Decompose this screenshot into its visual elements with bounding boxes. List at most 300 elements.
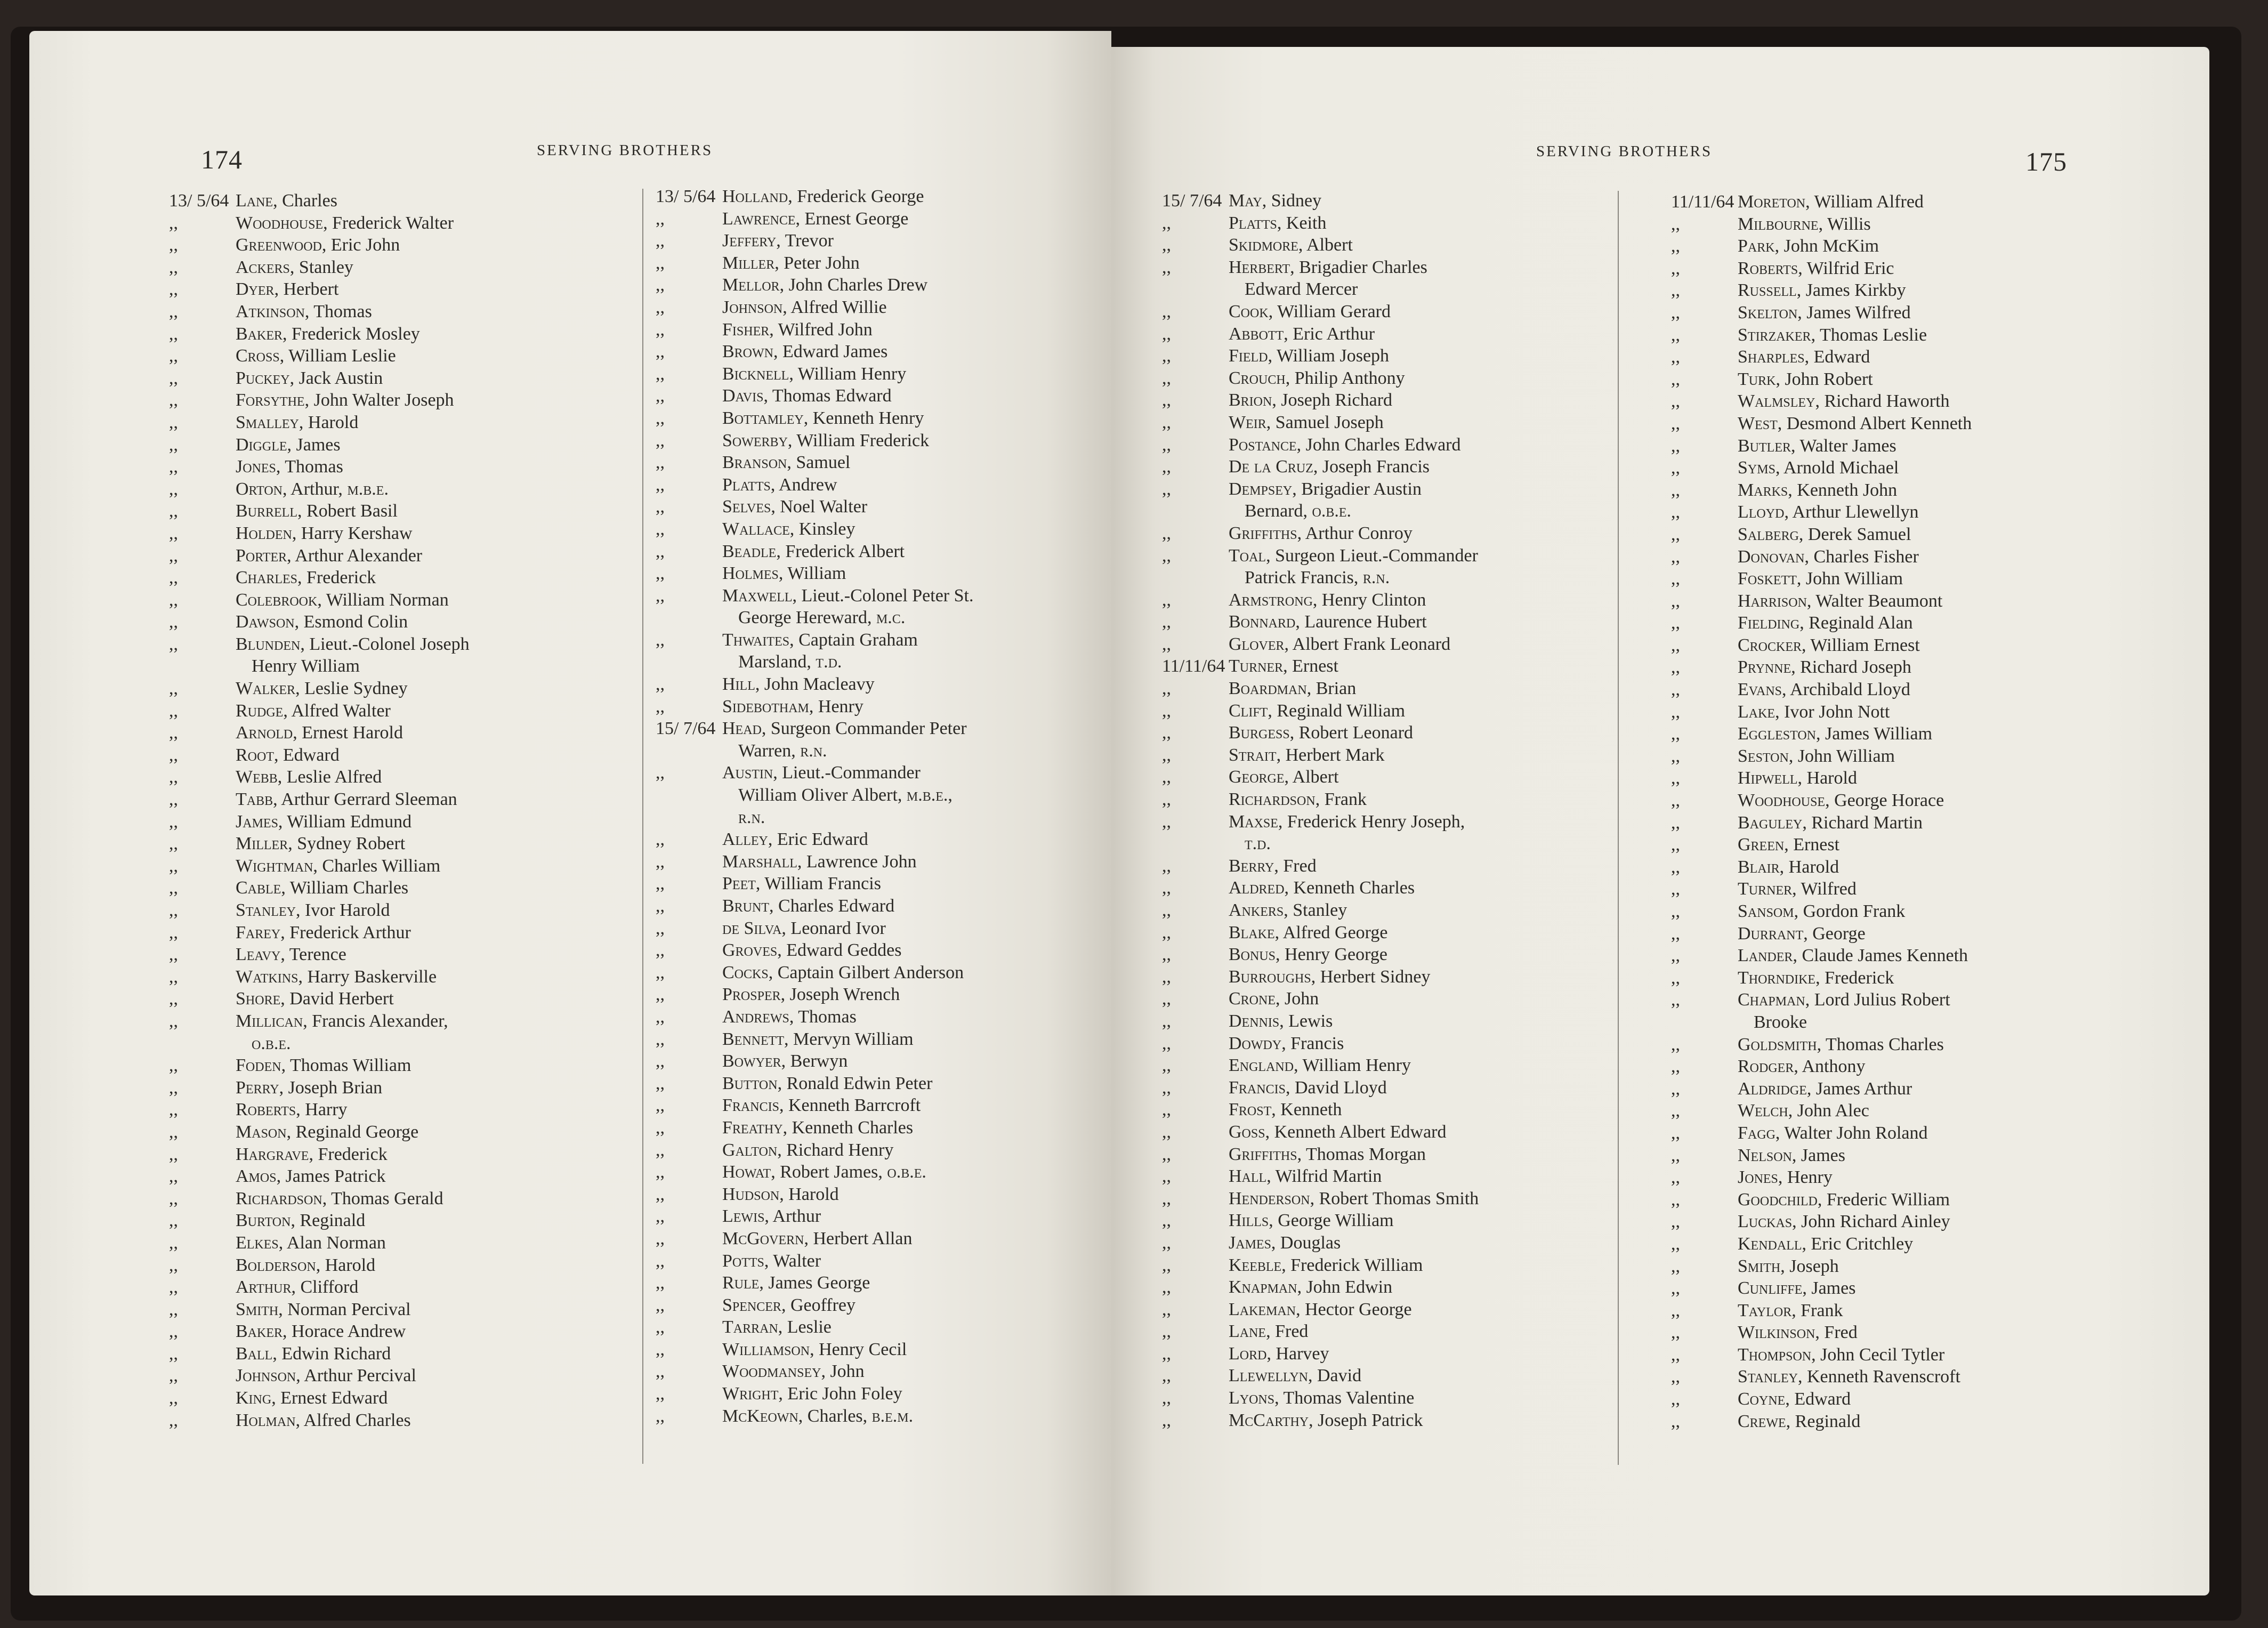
surname: Toal [1229,545,1266,566]
entry-date: ,, [169,1232,178,1253]
list-item [1671,213,1972,236]
surname: Baker [236,1321,283,1342]
given-names: , Reginald Alan [1799,613,1913,633]
entry-date: ,, [1671,480,1680,500]
entry-date: ,, [169,1388,178,1408]
list-item [1162,633,1479,656]
entry-date: ,, [169,257,178,277]
entry-date: ,, [169,700,178,721]
entry-date: ,, [656,519,665,539]
entry-name [1229,722,1413,744]
list-item [1671,1211,1972,1233]
entry-name [1229,833,1271,855]
postnominal: o.b.e. [1312,501,1352,521]
entry-date: ,, [1671,436,1680,456]
given-names: , Harold [1797,768,1857,788]
list-item [656,1050,973,1073]
given-names: , Claude James Kenneth [1793,946,1968,966]
given-names: , Eric John [321,235,400,255]
list-item [169,1010,470,1033]
entry-date: ,, [1671,458,1680,478]
entry-name [722,851,917,873]
given-names: , Frederick [1815,968,1894,988]
given-names: , Frank [1791,1300,1843,1320]
entry-name [236,1343,391,1365]
list-item [1671,878,1972,900]
given-names: Edward Mercer [1245,279,1358,300]
given-names: , Harry [296,1100,348,1120]
surname: Peet [722,874,756,894]
entry-name [722,1294,855,1317]
list-item [1162,434,1479,456]
page-number: 175 [2025,147,2067,176]
entry-date: ,, [169,966,178,987]
list-item [1671,590,1972,612]
given-names: , Frederick Albert [776,541,905,561]
given-names: , Kenneth John [1788,480,1898,500]
entry-date: ,, [1162,523,1171,543]
entry-date: ,, [169,1188,178,1208]
list-item [1671,1100,1972,1122]
list-item [1671,413,1972,435]
entry-name [1738,679,1910,701]
list-item [1671,1189,1972,1211]
surname: Donovan [1738,546,1805,567]
given-names: , Gordon Frank [1794,901,1906,921]
list-item [656,1339,973,1361]
entry-date: ,, [1671,1256,1680,1276]
entry-date: 15/ 7/64 [656,719,716,739]
given-names: , Henry [809,696,863,716]
surname: Thwaites [722,630,790,650]
given-names: , Douglas [1271,1232,1341,1253]
list-item [169,589,470,611]
surname: Platts [722,474,771,495]
entry-name [722,962,964,984]
surname: Prynne [1738,657,1791,678]
list-item [1162,1387,1479,1409]
given-names: , John Edwin [1297,1277,1393,1297]
entry-date: ,, [1162,368,1171,388]
list-item [169,190,470,212]
given-names: , Frederick Walter [323,213,454,233]
entry-name [1738,1166,1833,1189]
surname: Potts [722,1251,764,1271]
surname: Weir [1229,412,1266,432]
list-item [656,1094,973,1117]
surname: Glover [1229,634,1285,654]
given-names: , Herbert Sidney [1311,966,1431,987]
entry-date: ,, [656,874,665,894]
given-names: , Harry Kershaw [292,523,413,543]
given-names: , Edward James [773,342,888,362]
list-item [1671,967,1972,989]
surname: Williamson [722,1339,810,1359]
entry-name [722,1073,932,1095]
list-item [656,452,973,474]
surname: Burroughs [1229,966,1311,987]
given-names: Warren, [738,740,801,761]
list-item [656,851,973,873]
surname: Jones [236,457,276,477]
entry-date: ,, [1671,1167,1680,1188]
given-names: , John [821,1361,865,1382]
entry-name [722,1117,913,1139]
given-names: , William Charles [281,878,409,898]
given-names: , James [1791,1145,1845,1165]
surname: Marks [1738,480,1788,500]
list-item [1162,877,1479,899]
entry-date: 15/ 7/64 [1162,191,1222,211]
entry-date: ,, [656,1006,665,1027]
entry-date: ,, [656,985,665,1005]
surname: Crewe [1738,1411,1786,1431]
surname: Colebrook [236,590,318,610]
entry-date: 11/11/64 [1671,192,1734,212]
entry-name [1229,1320,1308,1343]
given-names: , Ernest Edward [271,1388,388,1408]
given-names: , Frederick George [788,187,924,206]
surname: Holden [236,523,292,543]
given-names: , John Cecil Tytler [1811,1344,1945,1365]
list-item [1162,522,1479,545]
list-item [1162,190,1479,212]
entry-name [1738,789,1944,812]
given-names: , Thomas Charles [1817,1034,1944,1054]
surname: Burton [236,1211,291,1231]
given-names: , Thomas William [281,1055,411,1076]
surname: Sharples [1738,347,1805,367]
given-names: , Francis Alexander, [303,1011,448,1031]
entry-date: ,, [1671,546,1680,567]
list-item [656,718,973,740]
list-item [1162,478,1479,501]
entry-date: ,, [1671,302,1680,323]
list-item [169,1254,470,1277]
given-names: , Joseph Brian [279,1077,383,1098]
postnominal: m.c. [876,608,906,628]
entry-name [236,545,422,567]
entry-name [236,1188,443,1210]
entry-name [722,208,908,230]
entry-date: ,, [1671,214,1680,234]
entry-date: ,, [1671,1123,1680,1143]
given-names: , James William [1816,724,1933,744]
list-item [656,873,973,895]
surname: Aldred [1229,878,1285,898]
given-names: , Edwin Richard [272,1343,391,1364]
entry-date: ,, [656,342,665,362]
given-names: , Desmond Albert Kenneth [1777,413,1972,433]
entry-name [722,984,900,1006]
given-names: , Horace Andrew [283,1321,406,1342]
surname: Skidmore [1229,235,1298,255]
list-item [1162,855,1479,877]
entry-date: ,, [1162,789,1171,810]
surname: Green [1738,835,1785,855]
list-item [1671,634,1972,657]
given-names: , Joseph Richard [1272,390,1393,410]
given-names: , Wilfrid Eric [1798,258,1894,278]
list-item [1162,234,1479,256]
given-names: , Brian [1306,679,1357,699]
entry-name [236,722,403,744]
entry-name [1229,1077,1387,1099]
entry-date: ,, [1671,369,1680,389]
entry-date: ,, [656,851,665,872]
given-names: , William Henry [1294,1055,1411,1076]
surname: Crouch [1229,368,1286,388]
entry-date: ,, [169,811,178,832]
entry-date: ,, [1162,1055,1171,1076]
list-item [169,278,470,301]
entry-date [1162,833,1229,855]
entry-name [1738,1321,1858,1344]
entry-name [1229,788,1367,811]
entry-name [1229,700,1405,722]
entry-name [1229,367,1405,390]
list-item [1162,278,1479,301]
given-names: , David Herbert [280,989,394,1009]
entry-date: ,, [656,1273,665,1293]
list-item [656,1139,973,1162]
entry-date: ,, [169,568,178,588]
entry-name [722,740,827,762]
entry-date: ,, [1162,1144,1171,1164]
entry-date: ,, [1162,1343,1171,1364]
entry-date [656,651,722,673]
surname: Marshall [722,851,797,872]
entry-date: ,, [1671,502,1680,522]
given-names: , Peter John [774,253,860,273]
surname: Beadle [722,541,777,561]
entry-name [722,762,921,784]
entry-name [1229,1254,1423,1277]
given-names: , Stanley [1284,900,1347,920]
given-names: , Albert [1284,767,1339,787]
entry-name [722,585,973,607]
given-names: , Edward [274,745,340,765]
given-names: , Edward Geddes [777,940,902,961]
list-item [169,545,470,567]
surname: West [1738,413,1778,433]
entry-date: ,, [169,501,178,521]
postnominal: r.n. [738,807,765,827]
entry-name [1738,479,1897,502]
surname: Baguley [1738,812,1803,833]
surname: Postance [1229,434,1297,455]
entry-name [236,567,376,589]
entry-name [1229,899,1347,922]
entry-date: ,, [1162,257,1171,277]
surname: Evans [1738,680,1782,700]
entry-date: ,, [169,1055,178,1076]
given-names: , John Alec [1788,1101,1869,1121]
entry-name [722,252,860,275]
given-names: , John Robert [1775,369,1873,389]
entry-name [1738,457,1899,479]
list-item [1671,302,1972,324]
surname: Hall [1229,1166,1267,1187]
entry-date: ,, [1162,434,1171,455]
entry-name [722,541,905,563]
entry-name [1229,1121,1447,1143]
surname: Sowerby [722,430,788,450]
surname: Woodhouse [236,213,324,233]
list-item [1671,656,1972,679]
surname: Branson [722,453,787,473]
list-item [1162,256,1479,279]
entry-date: ,, [169,301,178,321]
given-names: , Ronald Edwin Peter [777,1073,933,1093]
surname: Mason [236,1122,287,1142]
entry-name [722,607,905,629]
surname: Blair [1738,857,1780,877]
list-item [656,784,973,807]
entry-name [722,296,887,319]
entry-name [1229,1165,1382,1188]
surname: Foskett [1738,569,1797,589]
list-item [169,700,470,722]
list-item [656,385,973,407]
entry-date: ,, [656,896,665,916]
given-names: , Lewis [1279,1011,1333,1031]
entry-date: ,, [1162,922,1171,942]
surname: Ball [236,1343,273,1364]
given-names: Patrick Francis, [1245,568,1363,588]
surname: Farey [236,922,281,942]
surname: Coyne [1738,1389,1786,1409]
given-names: , Kenneth Ravenscroft [1797,1367,1960,1387]
entry-date: ,, [1671,325,1680,345]
surname: Taylor [1738,1300,1792,1320]
entry-name [1738,568,1903,590]
entry-name [236,811,411,833]
entry-date: ,, [1671,613,1680,633]
surname: Lord [1229,1343,1267,1364]
surname: Howat [722,1162,771,1182]
entry-name [1738,324,1927,346]
entry-date: ,, [1671,857,1680,877]
entry-name [722,718,967,740]
surname: Lane [236,191,273,211]
entry-name [1229,1409,1423,1432]
entry-date: ,, [656,1029,665,1049]
given-names: , Kenneth Albert Edward [1265,1122,1447,1142]
list-item [169,833,470,855]
entry-name [1229,456,1430,478]
surname: Milbourne [1738,214,1819,234]
entry-date: ,, [1671,1212,1680,1232]
given-names: , Charles, [798,1406,872,1426]
entry-name [1229,744,1385,767]
entry-name [236,744,340,767]
surname: Boardman [1229,679,1307,699]
list-item [1162,988,1479,1010]
entry-name [236,500,398,522]
entry-name [722,651,842,673]
entry-date: ,, [656,208,665,229]
entry-name [236,190,337,212]
surname: Armstrong [1229,590,1313,610]
entry-date: ,, [1162,745,1171,765]
entry-date: ,, [1162,1077,1171,1098]
entry-name [1738,656,1911,679]
surname: Stanley [236,900,296,920]
given-names: , Wilfred John [769,319,873,340]
entry-name [1738,191,1924,213]
entry-name [1229,811,1465,833]
list-item [1671,1034,1972,1056]
surname: Atkinson [236,301,305,321]
surname: Watkins [236,966,298,987]
surname: Hipwell [1738,768,1798,788]
surname: Andrews [722,1006,789,1027]
surname: Nelson [1738,1145,1792,1165]
entry-name [1229,1232,1341,1254]
entry-date: ,, [1671,591,1680,611]
surname: Cable [236,878,281,898]
surname: Miller [236,834,288,854]
surname: Dempsey [1229,479,1293,499]
given-names: , John Walter Joseph [304,390,454,410]
given-names: , Ivor Harold [295,900,390,920]
surname: Francis [1229,1077,1286,1098]
entry-name [1229,278,1358,301]
entry-name [1229,589,1426,611]
surname: Smith [1738,1256,1781,1276]
entry-date: ,, [169,390,178,410]
surname: McKeown [722,1406,798,1426]
entry-date: ,, [656,430,665,450]
surname: Spencer [722,1295,781,1315]
list-item [1671,1255,1972,1278]
running-head: SERVING BROTHERS [1536,143,1713,160]
surname: Bonnard [1229,612,1296,632]
list-item [1162,1010,1479,1033]
entry-date: ,, [169,1410,178,1430]
entry-date [656,740,722,762]
postnominal: m.b.e., [906,785,953,805]
list-item [656,1272,973,1294]
entry-date: ,, [169,368,178,388]
entry-date: ,, [1162,1255,1171,1275]
entry-date [169,1033,236,1055]
entry-name [722,939,901,962]
entry-name [236,1276,358,1299]
entry-date: ,, [169,279,178,300]
entry-name [722,363,906,385]
entry-date: ,, [656,408,665,428]
entry-date: ,, [1162,1122,1171,1142]
given-names: , Charles William [313,856,441,876]
list-item [656,962,973,984]
entry-date: ,, [1671,258,1680,278]
given-names: , Kinsley [789,519,855,539]
surname: Austin [722,763,773,783]
entry-name [722,1028,914,1051]
surname: Frost [1229,1100,1272,1120]
surname: De la Cruz [1229,457,1313,477]
surname: Thorndike [1738,968,1816,988]
entry-date: ,, [169,878,178,898]
surname: Ackers [236,257,290,277]
list-item [1671,390,1972,413]
given-names: , Laurence Hubert [1295,612,1427,632]
entry-name [236,1010,448,1033]
entry-date: ,, [169,856,178,876]
entry-name [1229,1010,1333,1033]
